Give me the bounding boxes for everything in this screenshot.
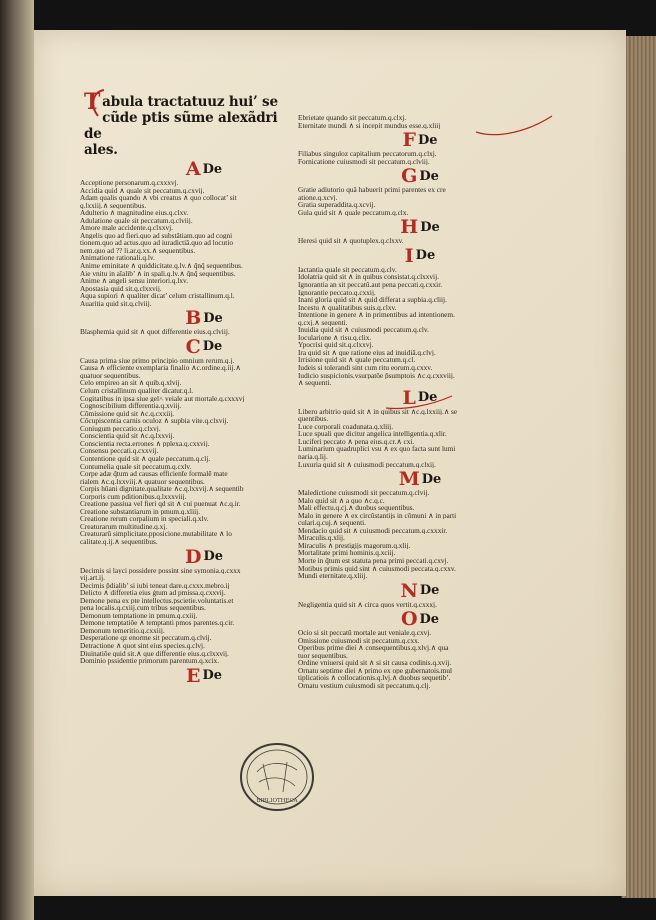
index-entry: Luminarium quadruplici vsu ∧ ex quo facta sunt lumi [298,445,456,453]
section-de-label: De [202,161,223,177]
index-entry: Omissione cuiusmodi sit peccatum.q.cxx. [298,636,420,645]
index-entry: Corporis cum pditionibus.q.lxxxviij. [80,492,187,501]
index-entry: Causa prima siue primo principio omnium rerum.q.j. [80,356,235,365]
index-entry: nem.quo ad ?? li.ar.q.xx.∧ sequentibus. [80,246,196,255]
index-entry: Operibus prime diei ∧ consequentibus.q.xlvj.∧ qua [298,644,449,652]
library-stamp [239,742,315,812]
section-heading-n [298,579,542,602]
index-entry: Mundi eternitate.q.xliij. [298,572,368,580]
section-heading-c [80,335,328,358]
index-entry: Luce spuali que dicitur angelica intelligentia.q.xlir. [298,430,447,438]
index-entry: Coniugum peccatio.q.clxvj. [80,424,161,433]
section-de-label: De [419,168,439,184]
index-entry: Idolatria quid sit ∧ in quibus consistat.q.clxxvij. [298,273,439,282]
index-entry: Corpis hũani dignitate.qualitate ∧c.q.lxxvij.∧ sequentib [80,485,244,493]
index-entry: tuor sequentibus. [298,651,348,660]
index-entry: Apostasia quid sit.q.clxxvij. [80,284,162,293]
index-entry: Causa ∧ efficiente exemplaria finalio ∧c.ordine.q.iij.∧ [80,364,241,372]
book-page-edges-right [621,36,656,898]
index-entry: Aie vnitu in aĩalib’ ∧ in spali.q.lv.∧ q̃nq̃ sequentibus. [80,269,236,278]
index-entry: Filiabus singuloz capitalium peccatorum.q.clxj. [298,150,437,158]
section-de-label: De [419,611,440,627]
index-entry: tiplicatiois ∧ collocationis.q.lvj.∧ duobus sequetib’. [298,674,451,682]
index-entry: rialem ∧c.q.lxxviij.∧ quatuor sequentibus. [80,477,205,486]
section-heading-a [80,160,328,178]
index-entry: Cognoscibilium differentia.q.xviij. [80,402,182,410]
stamp-text: BIBLIOTHECA [256,798,298,804]
index-entry: Angelis quo ad fieri.quo ad substãtiam.quo ad cogni [80,231,233,240]
section-heading-f [298,129,542,152]
index-entry: Gratie adiutorio quã habuerit primi parentes ex cre [298,186,446,194]
index-entry: Negligentia quid sit ∧ circa quos vertit.q.cxxxj. [298,600,437,609]
section-initial: E [185,664,201,687]
section-heading-d [80,545,328,568]
section-initial: G [401,165,418,188]
index-entry: Luciferi peccato ∧ pena eius.q.cr.∧ cxi. [298,437,415,446]
section-de-label: De [203,549,224,565]
index-entry: Libero arbitrio quid sit ∧ in quibus sit ∧c.q.lxxiij.∧ se [298,407,458,416]
section-de-label: De [419,583,440,599]
index-entry: Anime ∧ angeli sensu interiori.q.lxv. [80,277,189,285]
index-entry: Miraculis ∧ prestigijs magorum.q.xlij. [298,541,411,550]
index-entry: calitate.q.ij.∧ sequentibus. [80,537,158,546]
title-line: abula tractatuuz hui’ se [102,94,278,110]
index-entry: Inani gloria quid sit ∧ quid differat a supbia.q.cliij. [298,296,447,304]
index-entry: Amore male accidente.q.clxxvj. [80,224,173,232]
index-entry: Animatione rationali.q.lv. [80,254,155,263]
section-heading-b [80,307,328,330]
index-entry: Decimis si layci possidere possint sine symonia.q.cxxx [80,566,241,575]
index-entry: Ypocrisi quid sit.q.clxxvj. [298,341,374,349]
index-entry: Eternitate mundi ∧ si incepit mundus esse.q.xliij [298,121,441,130]
index-entry: Creaturarum multitudine.q.xj. [80,522,168,531]
index-entry: Demone temptatiõe ∧ temptanti pmos parentes.q.cir. [80,619,235,627]
index-entry: vij.art.ij. [80,574,105,582]
index-entry: Morte in q̃tum est statuta pena primi peccati.q.cxvj. [298,556,449,565]
index-entry: Ordine vniuersi quid sit ∧ si sit causa codinis.q.xvij. [298,659,452,667]
index-entry: naria.q.lij. [298,452,328,461]
section-heading-g [298,165,542,188]
section-de-label: De [203,310,223,326]
index-entry: Heresi quid sit ∧ quotuplex.q.clxxv. [298,237,404,245]
index-entry: Cõcupiscentia carnis oculoz ∧ supbia vite.q.clxvij. [80,417,229,425]
section-de-label: De [417,132,438,148]
index-entry: Celum cristallinum qualiter dicatur.q.l. [80,387,194,395]
index-entry: Delicto ∧ differetia eius ġtum ad pmissa.q.cxxvij. [80,589,226,597]
index-entry: Gratia superaddita.q.xcvij. [298,201,376,209]
index-entry: Creatione rerum corpalium in speciali.q.xlv. [80,515,209,523]
section-initial: A [185,158,201,180]
index-entry: Motibus primis quid sint ∧ cuiusmodi peccata.q.cxxv. [298,564,456,573]
section-heading-h [298,216,542,239]
index-title [84,89,284,158]
index-entry: Creatione substantiarum in pmum.q.xliij. [80,507,200,516]
index-entry: Dominio pssidentie primorum parentum.q.xcix. [80,657,220,665]
title-line: cũde ptis sũme alexãdri de [84,110,278,142]
index-entry: q.lxxiij.∧ sequentibus. [80,201,147,210]
index-entry: Cogitatibus in ipsa siue gel˄ veiale aut mortale.q.cxxxvj [80,394,245,403]
section-de-label: De [417,390,438,406]
section-initial: L [402,386,416,409]
index-entry: Celo empireo an sit ∧ quib.q.xlvij. [80,379,182,388]
index-entry: quatuor sequentibus. [80,371,141,380]
index-entry: Incestu ∧ qualitatibus suis.q.clxv. [298,303,397,312]
index-entry: Anime eminitate ∧ quiddicitate.q.lv.∧ q̃nq̃ sequentibus. [80,262,243,270]
index-entry: Luxuria quid sit ∧ cuiusmodi peccatum.q.clxij. [298,460,436,469]
section-de-label: De [420,219,440,235]
book-gutter-left [0,0,34,920]
section-initial: D [184,545,202,568]
index-entry: Decimis p̃dialib’ si iubi teneat dare.q.cxxx.mebro.ij [80,581,230,590]
section-heading-l [298,386,542,409]
index-entry: Iactantia quale sit peccatum.q.clv. [298,265,397,274]
index-entry: Contumelia quale sit peccatum.q.cxlv. [80,462,192,471]
index-entry: Iocularione ∧ risu.q.clix. [298,333,372,342]
index-entry: Creatione passiua vel fieri qd sit ∧ cui puenuat ∧c.q.ir. [80,500,241,508]
index-entry: Aqua supiori ∧ qualiter dicat’ celum cristallinum.q.l. [80,292,235,300]
index-entry: Fornicatione cuiusmodi sit peccatum.q.clviij. [298,157,430,166]
index-entry: Ebrietate quando sit peccatum.q.clxj. [298,114,407,122]
section-de-label: De [415,248,436,264]
index-entry: Ornatu vestium cuiusmodi sit peccatum.q.clj. [298,681,431,690]
index-entry: Demone pena ex pte intellectus.pscietie.voluntatis.et [80,596,234,605]
index-entry: Maledictione cuiusmodi sit peccatum.q.clvij. [298,489,430,497]
title-line: ales. [84,142,118,158]
index-entry: ∧ sequenti. [298,379,332,387]
index-entry: pena localis.q.cxiij.cum tribus sequentibus. [80,604,206,612]
section-heading-m [298,468,542,491]
index-entry: Irrisione quid sit ∧ quale peccatum.q.cl. [298,356,416,365]
index-sections-right [298,114,542,690]
index-entry: Contentione quid sit ∧ quale peccatum.q.clj. [80,454,211,463]
index-entry: Ignorantia an sit peccatũ.aut pena peccati.q.cxxir. [298,281,443,289]
index-entry: Gula quid sit ∧ quale peccatum.q.clx. [298,208,409,217]
index-entry: Accidia quid ∧ quale sit peccatum.q.cxvij. [80,186,205,195]
section-initial: B [185,307,202,330]
index-entry: Demonum temptatione in pmum.q.cxiij. [80,611,198,620]
index-entry: Desperatione qz enorme sit peccatum.q.clvij. [80,634,212,642]
index-entry: Detractione ∧ quot sint eius species.q.clvj. [80,641,205,650]
index-entry: Ornatu septime diei ∧ primo ex ope gubernatois.mul [298,666,453,675]
section-de-label: De [202,339,223,355]
section-heading-e [80,664,328,687]
index-entry: Intentione in genere ∧ in primentibus ad intentionem. [298,311,455,319]
section-de-label: De [202,668,223,684]
index-column-left [80,89,328,687]
index-entry: tionem.quo ad actus.quo ad iuradictiã.quo ad locutio [80,239,233,247]
index-entry: Consensu peccati.q.cxxvij. [80,447,159,455]
index-entry: Iudeis si tolerandi sint cum ritu eorum.q.cxxv. [298,364,433,372]
index-entry: Auaritia quid sit.q.clviij. [80,299,152,308]
index-column-right [298,114,542,690]
index-entry: culari.q.cuj.∧ sequenti. [298,519,366,527]
index-entry: Adulterio ∧ magnitudine eius.q.clxv. [80,209,189,217]
index-entry: Ira quid sit ∧ que ratione eius ad inuidiã.q.clvj. [298,348,436,357]
section-de-label: De [421,471,442,487]
index-entry: Malo quid sit ∧ a quo ∧c.q.c. [298,496,385,505]
index-entry: Inuidia quid sit ∧ cuiusmodi peccatum.q.clv. [298,326,429,334]
section-initial: M [398,468,420,491]
index-entry: Mali effectu.q.cj.∧ duobus sequentibus. [298,504,415,512]
section-initial: H [400,216,419,239]
index-entry: Luce corporali coadunata.q.xliij. [298,422,394,431]
index-entry: Mendacio quid sit ∧ cuiusmodi peccatum.q.cxxxir. [298,526,448,535]
index-sections-left [80,160,328,685]
index-entry: q.cxj.∧ sequenti. [298,318,348,327]
index-entry: Blasphemia quid sit ∧ quot differentie eius.q.clviij. [80,328,230,336]
index-entry: Ignorantie peccato.q.cxxij. [298,288,376,297]
book-page [34,30,626,896]
index-entry: Miraculis.q.xlij. [298,534,345,542]
index-entry: Corpe adæ q̃tum ad causas efficient̄e formalē mate [80,470,228,478]
index-entry: Iudicio suspicionis.vsurpatōe p̃sumptois ∧c.q.cxxviij. [298,371,455,380]
index-entry: Adam qualis quando ∧ vbi creatus ∧ quo collocat’ sit [80,194,237,202]
index-entry: Adulatione quale sit peccatum.q.clviij. [80,216,193,225]
index-entry: Mortalitate primi hominis.q.xciij. [298,549,396,557]
section-initial: I [404,244,414,267]
index-entry: Ocio si sit peccatū mortale aut veniale.q.cxvj. [298,629,432,637]
section-initial: N [400,579,418,602]
section-heading-i [298,244,542,267]
index-entry: Cõmissione quid sit ∧c.q.cxxiij. [80,409,175,418]
section-initial: F [402,129,416,152]
section-initial: O [400,608,418,631]
section-heading-o [298,608,542,631]
section-initial: C [185,335,201,358]
index-entry: Acceptione personarum.q.cxxxvj. [80,179,179,187]
index-entry: quentibus. [298,415,329,423]
index-entry: Creaturarū simplicitate.pposicione.mutabilitate ∧ lo [80,530,232,538]
index-entry: Diuinatiõe quid sit.∧ que differentie eius.q.clxxvij. [80,649,229,658]
index-entry: Conscientia quid sit ∧c.q.lxxvij. [80,432,175,440]
index-entry: Malo in genere ∧ ex circũstantijs in cōmuni ∧ in parti [298,511,457,520]
index-entry: atione.q.xcvj. [298,193,338,202]
index-entry: Demonum temeritio.q.cxxiij. [80,626,165,635]
index-entry: Conscientia recta.errones ∧ pplexa.q.cxxvij. [80,439,210,448]
title-initial: T [84,89,101,115]
